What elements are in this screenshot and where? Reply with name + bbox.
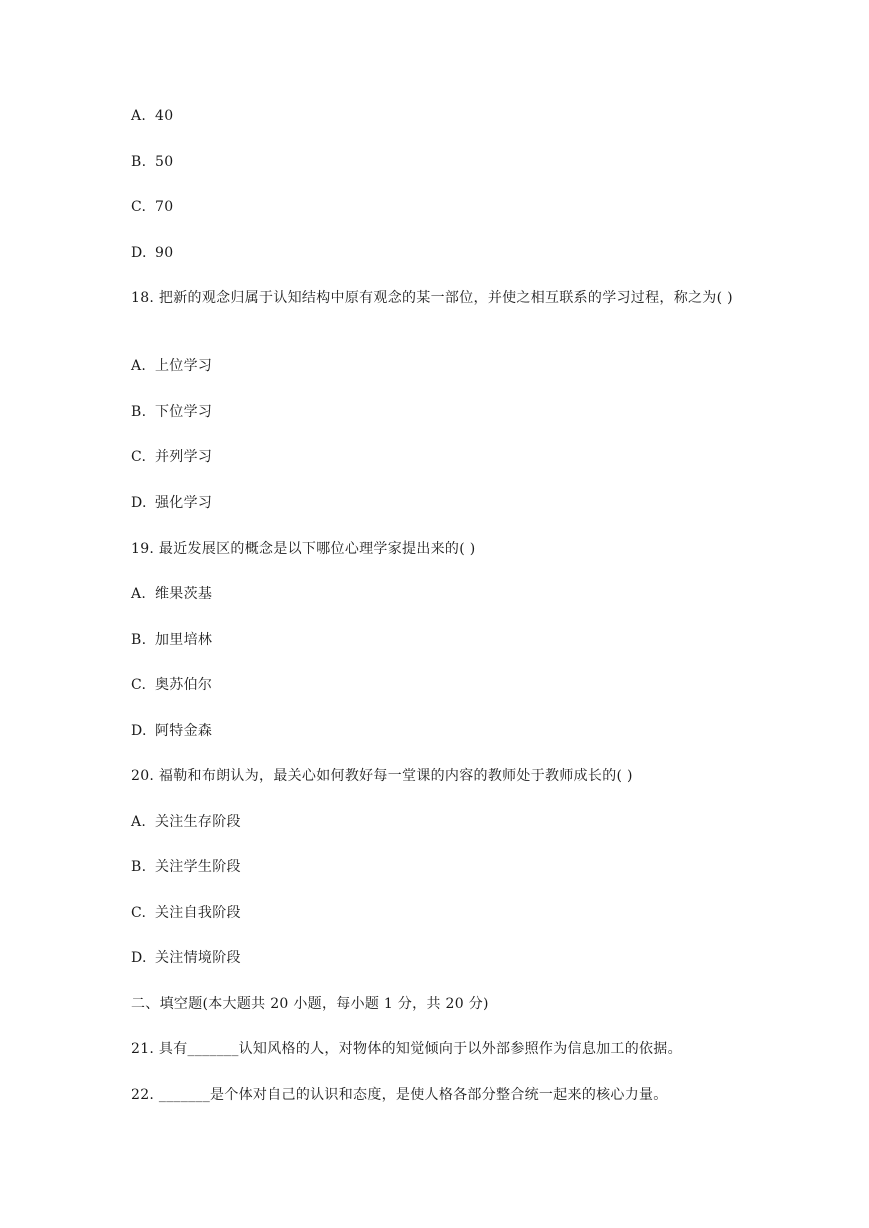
q17-option-a — [131, 105, 173, 127]
option-text: 维果茨基 — [155, 586, 213, 602]
q17-option-c — [131, 196, 173, 218]
q18-option-b — [131, 401, 212, 423]
q20-option-b — [131, 856, 241, 878]
section-heading: 二、填空题(本大题共 20 小题，每小题 1 分，共 20 分) — [131, 996, 489, 1012]
option-letter: B. — [131, 154, 147, 170]
option-letter: A. — [131, 814, 147, 830]
option-letter: B. — [131, 632, 147, 648]
q20-option-a — [131, 811, 241, 833]
q22-stem: 22. _______是个体对自己的认识和态度，是使人格各部分整合统一起来的核心力量。 — [131, 1087, 668, 1103]
q19-option-c — [131, 674, 212, 696]
q18-stem: 18. 把新的观念归属于认知结构中原有观念的某一部位，并使之相互联系的学习过程，称之为( ) — [131, 290, 733, 306]
option-letter: D. — [131, 245, 147, 261]
option-letter: C. — [131, 677, 147, 693]
option-text: 关注自我阶段 — [155, 905, 241, 921]
option-text: 强化学习 — [155, 495, 213, 511]
option-letter: D. — [131, 723, 147, 739]
q18-option-a — [131, 355, 212, 377]
q19-option-d — [131, 720, 212, 742]
option-letter: B. — [131, 404, 147, 420]
q21-stem: 21. 具有_______认知风格的人，对物体的知觉倾向于以外部参照作为信息加工的依据。 — [131, 1041, 682, 1057]
option-text: 关注学生阶段 — [155, 859, 241, 875]
q20-stem: 20. 福勒和布朗认为，最关心如何教好每一堂课的内容的教师处于教师成长的( ) — [131, 768, 633, 784]
option-letter: C. — [131, 449, 147, 465]
option-text: 70 — [155, 199, 174, 215]
option-text: 下位学习 — [155, 404, 213, 420]
option-letter: C. — [131, 905, 147, 921]
q17-option-d — [131, 242, 173, 264]
option-letter: A. — [131, 108, 147, 124]
option-text: 90 — [155, 245, 174, 261]
option-text: 关注生存阶段 — [155, 814, 241, 830]
option-letter: A. — [131, 586, 147, 602]
q18-option-d — [131, 492, 212, 514]
q18-option-c — [131, 446, 212, 468]
q20-option-c — [131, 902, 241, 924]
q17-option-b — [131, 151, 173, 173]
q20-option-d — [131, 947, 241, 969]
option-text: 奥苏伯尔 — [155, 677, 213, 693]
option-letter: B. — [131, 859, 147, 875]
option-letter: D. — [131, 950, 147, 966]
option-text: 关注情境阶段 — [155, 950, 241, 966]
option-text: 上位学习 — [155, 358, 213, 374]
option-text: 加里培林 — [155, 632, 213, 648]
option-letter: D. — [131, 495, 147, 511]
option-letter: C. — [131, 199, 147, 215]
q19-option-a — [131, 583, 212, 605]
option-text: 并列学习 — [155, 449, 213, 465]
option-text: 40 — [155, 108, 174, 124]
q19-option-b — [131, 629, 212, 651]
option-text: 50 — [155, 154, 174, 170]
option-letter: A. — [131, 358, 147, 374]
q19-stem: 19. 最近发展区的概念是以下哪位心理学家提出来的( ) — [131, 541, 476, 557]
option-text: 阿特金森 — [155, 723, 213, 739]
